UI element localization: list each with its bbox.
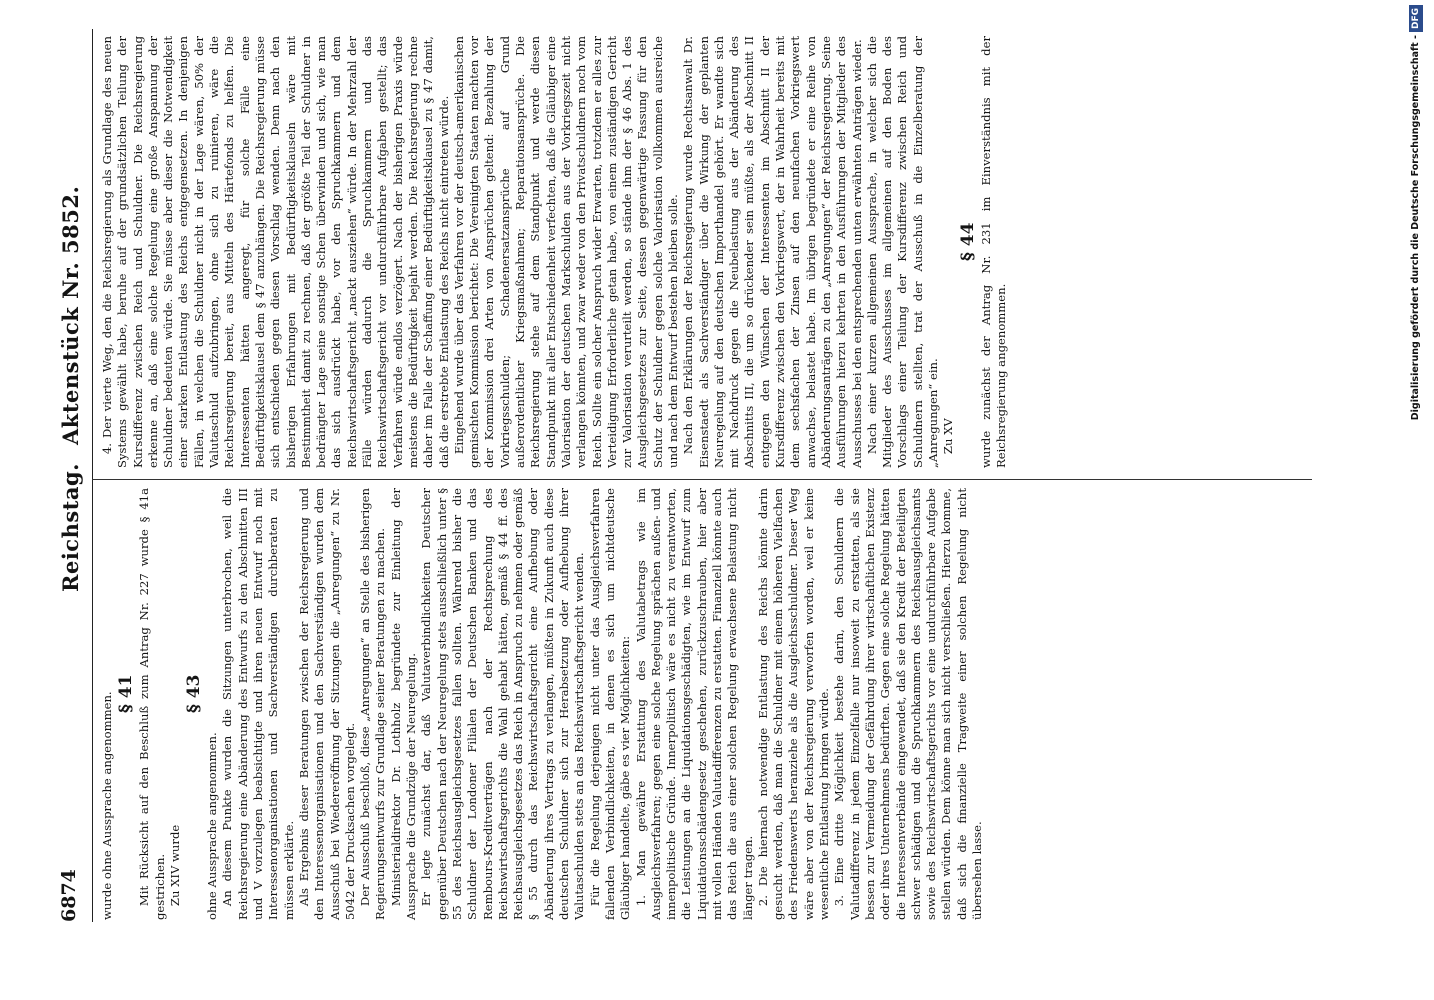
paragraph: Nach einer kurzen allgemeinen Aussprache, in welcher sich die Mitglieder des Ausschusses im allgemeinen auf den Boden des Vorschlags einer Teilung der Kursdifferenz zwischen Reich und Schuldnern stellten, trat der Ausschuß in die Einzelberatung der „Anregungen“ ein. bbox=[864, 36, 941, 468]
digitization-text: Digitalisierung gefördert durch die Deutsche Forschungsgemeinschaft - bbox=[1410, 35, 1421, 421]
left-column bbox=[100, 488, 985, 920]
paragraph: wurde zunächst der Antrag Nr. 231 im Einverständnis mit der Reichsregierung angenommen. bbox=[978, 36, 1008, 468]
document-number: Aktenstück Nr. 5852. bbox=[58, 185, 83, 446]
paragraph: Nach den Erklärungen der Reichsregierung wurde Rechtsanwalt Dr. Eisenstaedt als Sachverständiger über die Wirkung der geplanten Neuregelung auf den deutschen Importhandel gehört. Er wandte sich mit Nachdruck gegen die Neubelastung aus der Abänderung des Abschnitts III, die um so drückender sein müßte, als der Abschnitt II entgegen den Wünschen der Interessenten im Abschnitt II der Kursdifferenz zwischen den Vorkriegswert, der in Wahrheit bereits mit dem sechsfachen der Zinsen auf den neunfachen Vorkriegswert anwachse, belastet habe. Im übrigen begründete er eine Reihe von Abänderungsanträgen zu den „Anregungen“ der Reichsregierung. Seine Ausführungen hierzu kehrten in den Ausführungen der Mitglieder des Ausschusses bei den entsprechenden unten erwähnten Anträgen wieder. bbox=[681, 36, 864, 468]
right-column bbox=[100, 36, 1009, 468]
paragraph: Zu XV bbox=[941, 418, 956, 455]
section-heading: § 44 bbox=[957, 222, 978, 262]
paragraph: An diesem Punkte wurden die Sitzungen unterbrochen, weil die Reichsregierung eine Abänderung des Entwurfs zu den Abschnitten III und V vorzulegen beabsichtigte und ihren neuen Entwurf noch mit Interessenorganisationen und Sachverständigen durchberaten zu müssen erklärte. bbox=[220, 488, 296, 920]
paragraph: Der Ausschuß beschloß, diese „Anregungen“ an Stelle des bisherigen Regierungsentwurfs zur Grundlage seiner Beratungen zu machen. bbox=[358, 488, 388, 920]
document-title bbox=[58, 168, 83, 592]
section-heading: § 41 bbox=[116, 674, 137, 714]
section-heading: § 43 bbox=[184, 674, 205, 714]
page-number: 6874 bbox=[58, 869, 80, 922]
paragraph: wurde ohne Aussprache angenommen. bbox=[100, 691, 114, 920]
paragraph: Als Ergebnis dieser Beratungen zwischen der Reichsregierung und den Interessenorganisationen und den Sachverständigen wurden dem Ausschuß bei Wiedereröffnung der Sitzungen die „Anregungen“ zu Nr. 5042 der Drucksachen vorgelegt. bbox=[296, 488, 357, 920]
paragraph: 4. Der vierte Weg, den die Reichsregierung als Grundlage des neuen Systems gewählt habe, beruhe auf der grundsätzlichen Teilung der Kursdifferenz zwischen Reich und Schuldner. Die Reichsregierung erkenne an, daß eine solche Regelung eine große Anspannung der Schuldner bedeuten würde. Sie müsse aber dieser die Notwendigkeit einer starken Entlastung des Reichs entgegensetzen. In denjenigen Fällen, in welchen die Schuldner nicht in der Lage wären, 50% der Valutaschuld aufzubringen, ohne sich zu ruinieren, wäre die Reichsregierung bereit, aus Mitteln des Härtefonds zu helfen. Die Interessenten hätten angeregt, für solche Fälle eine Bedürftigkeitsklausel dem § 47 anzuhängen. Die Reichsregierung müsse sich entschieden gegen diesen Vorschlag wenden. Denn nach den bisherigen Erfahrungen mit Bedürftigkeitsklauseln wäre mit Bestimmtheit damit zu rechnen, daß der größte Teil der Schuldner in bedrängter Lage seine sonstige Schen überwinden und sich, wie man das sich ausdrückt habe, vor den Spruchkammern und dem Reichswirtschaftsgericht „nackt ausziehen“ würde. In der Mehrzahl der Fälle würden dadurch die Spruchkammern und das Reichswirtschaftsgericht vor undurchführbare Aufgaben gestellt; das Verfahren würde endlos verzögert. Nach der bisherigen Praxis würde meistens die Bedürftigkeit bejaht werden. Die Reichsregierung rechne daher im Falle der Schaffung einer Bedürftigkeitsklausel zu § 47 damit, daß die erstrebte Entlastung des Reichs nicht eintreten würde. bbox=[100, 36, 451, 468]
dfg-logo: DFG bbox=[1409, 5, 1423, 32]
paragraph: Zu XIV wurde bbox=[167, 824, 182, 907]
paragraph: Er legte zunächst dar, daß Valutaverbindlichkeiten Deutscher gegenüber Deutschen nach der Neuregelung stets ausschließlich unter § 55 des Reichsausgleichsgesetzes fallen sollten. Während bisher die Schuldner der Londoner Filialen der Deutschen Banken und das Rembours-Kreditverträgen nach der Rechtsprechung des Reichswirtschaftsgerichts die Wahl gehabt hätten, gemäß § 44 ff. des Reichsausgleichsgesetzes das Reich in Anspruch zu nehmen oder gemäß § 55 durch das Reichswirtschaftsgericht eine Aufhebung oder Abänderung ihres Vertrags zu verlangen, müßten in Zukunft auch diese deutschen Schuldner sich zur Herabsetzung oder Aufhebung ihrer Valutaschulden stets an das Reichswirtschaftsgericht wenden. bbox=[419, 488, 587, 920]
column-divider bbox=[92, 479, 1312, 480]
paragraph: Mit Rücksicht auf den Beschluß zum Antrag Nr. 227 wurde § 41a gestrichen. bbox=[137, 488, 167, 920]
digitization-note bbox=[1405, 5, 1427, 995]
parliament-name: Reichstag. bbox=[58, 463, 83, 592]
paragraph: Für die Regelung derjenigen nicht unter das Ausgleichsverfahren fallenden Verbindlichkeiten, in denen es sich um nichtdeutsche Gläubiger handelte, gäbe es vier Möglichkeiten: bbox=[587, 488, 633, 920]
paragraph: ohne Aussprache angenommen. bbox=[205, 732, 220, 920]
header-rule bbox=[92, 29, 93, 922]
paragraph: 1. Man gewähre Erstattung des Valutabetrags wie im Ausgleichsverfahren; gegen eine solche Regelung sprächen außen- und innenpolitische Gründe. Innerpolitisch wäre es nicht zu verantworten, die Leistungen an die Liquidationsgeschädigten, wie im Entwurf zum Liquidationsschädengesetz geschehen, zurückzuschrauben, hier aber mit vollen Händen Valutadifferenzen zu erstatten. Finanziell könnte auch das Reich die aus einer solchen Regelung erwachsene Belastung nicht länger tragen. bbox=[633, 488, 755, 920]
paragraph: 3. Eine dritte Möglichkeit bestehe darin, den Schuldnern die Valutadifferenz in jedem Einzelfalle nur insoweit zu erstatten, als sie bessen zur Vermeidung der Gefährdung ihrer wirtschaftlichen Existenz oder ihres Unternehmens bedürften. Gegen eine solche Regelung hätten die Interessenverbände eingewendet, daß sie den Kredit der Beteiligten schwer schädigen und die Spruchkammern des Reichsausgleichsamts sowie des Reichswirtschaftsgerichts vor eine undurchführbare Aufgabe stellen würden. Dem könne man sich nicht verschließen. Hierzu komme, daß sich die finanzielle Tragweite einer solchen Regelung nicht übersehen lasse. bbox=[832, 488, 985, 920]
page-header bbox=[0, 22, 90, 922]
paragraph: Eingehend wurde über das Verfahren vor der deutsch-amerikanischen gemischten Kommission berichtet: Die Vereinigten Staaten machten vor der Kommission drei Arten von Ansprüchen geltend: Bezahlung der Vorkriegsschulden; Schadenersatzansprüche auf Grund außerordentlicher Kriegsmaßnahmen; Reparationsansprüche. Die Reichsregierung stehe auf dem Standpunkt und werde diesen Standpunkt mit aller Entschiedenheit verfechten, daß die Gläubiger eine Valorisation der deutschen Markschulden aus der Vorkriegszeit nicht verlangen könnten, und zwar weder von den Privatschuldnern noch vom Reich. Sollte ein solcher Anspruch wider Erwarten, trotzdem er alles zur Verteidigung Erforderliche getan habe, von einem zuständigen Gericht zur Valorisation verurteilt werden, so stände ihm der § 46 Abs. 1 des Ausgleichsgesetzes zur Seite, dessen gegenwärtige Fassung für den Schutz der Schuldner gegen solche Valorisation vollkommen ausreiche und nach dem Entwurf bestehen bleiben solle. bbox=[451, 36, 680, 468]
paragraph: Ministerialdirektor Dr. Lothholz begründete zur Einleitung der Aussprache die Grundzüge der Neuregelung. bbox=[388, 488, 419, 920]
paragraph: 2. Die hiernach notwendige Entlastung des Reichs könnte darin gesucht werden, daß man die Schuldner mit einem höheren Vielfachen des Friedenswerts heranziehe als die Ausgleichsschuldner. Dieser Weg wäre aber von der Reichsregierung verworfen worden, weil er keine wesentliche Entlastung bringen würde. bbox=[755, 488, 832, 920]
